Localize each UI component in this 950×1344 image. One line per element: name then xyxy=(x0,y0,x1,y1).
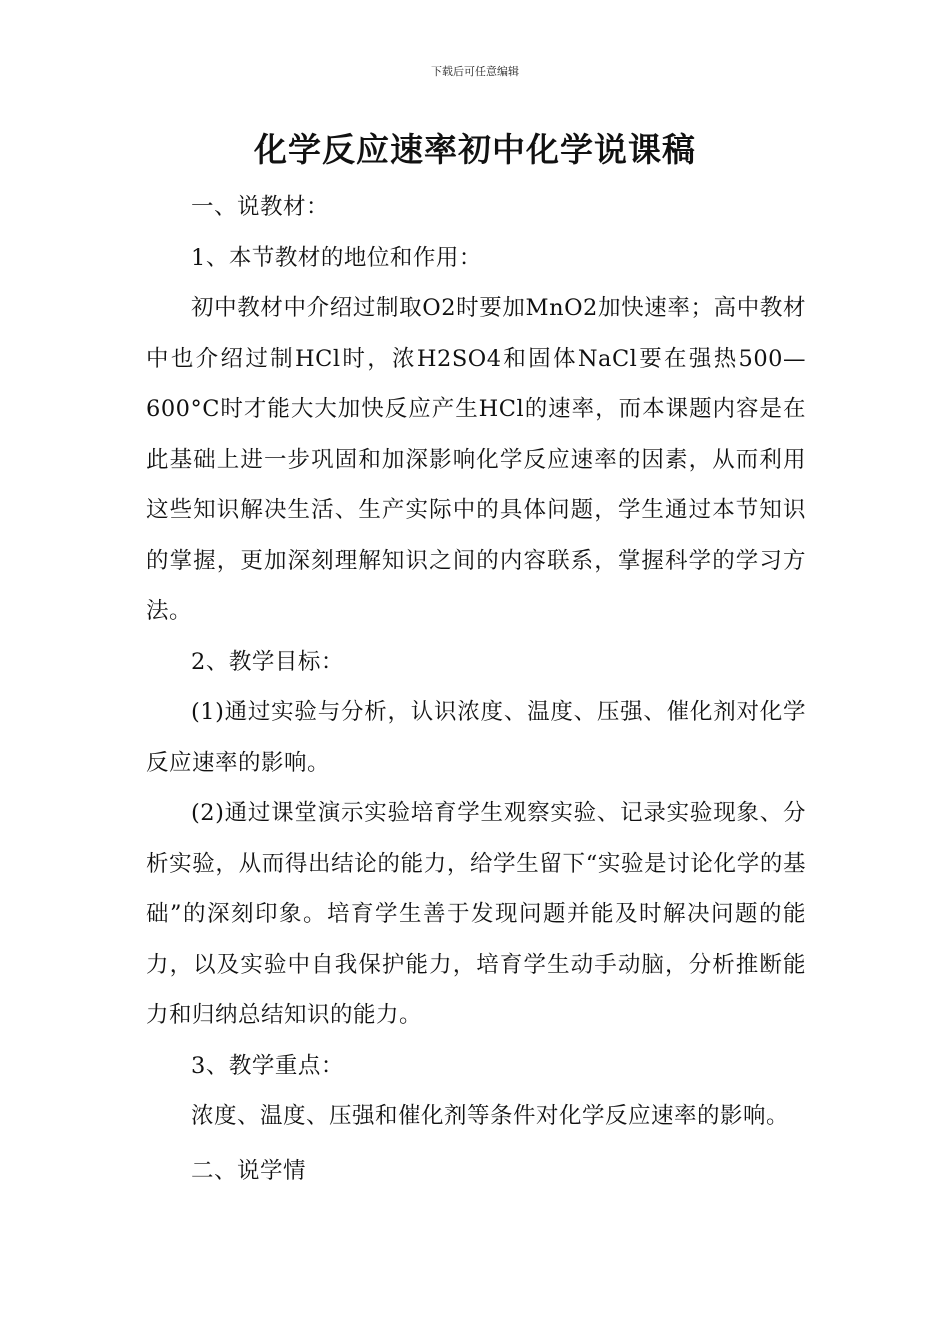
paragraph-goal-2: (2)通过课堂演示实验培育学生观察实验、记录实验现象、分析实验，从而得出结论的能力，给学生留下“实验是讨论化学的基础”的深刻印象。培育学生善于发现问题并能及时解决问题的能力，以及实验中自我保护能力，培育学生动手动脑，分析推断能力和归纳总结知识的能力。 xyxy=(146,800,806,1028)
paragraph-position-role: 初中教材中介绍过制取O2时要加MnO2加快速率；高中教材中也介绍过制HCl时，浓H2SO4和固体NaCl要在强热500—600°C时才能大大加快反应产生HCl的速率，而本课题内容是在此基础上进一步巩固和加深影响化学反应速率的因素，从而利用这些知识解决生活、生产实际中的具体问题，学生通过本节知识的掌握，更加深刻理解知识之间的内容联系，掌握科学的学习方法。 xyxy=(146,295,806,624)
document-body xyxy=(146,182,806,1196)
section-heading-students: 二、说学情 xyxy=(191,1157,307,1184)
subheading-position-role: 1、本节教材的地位和作用： xyxy=(191,244,482,271)
header-note: 下载后可任意编辑 xyxy=(431,65,519,78)
document-title: 化学反应速率初中化学说课稿 xyxy=(254,130,696,169)
paragraph-goal-1: (1)通过实验与分析，认识浓度、温度、压强、催化剂对化学反应速率的影响。 xyxy=(146,699,806,776)
subheading-teaching-focus: 3、教学重点： xyxy=(191,1052,344,1079)
section-heading-textbook: 一、说教材： xyxy=(191,194,330,220)
paragraph-teaching-focus: 浓度、温度、压强和催化剂等条件对化学反应速率的影响。 xyxy=(191,1103,790,1129)
subheading-teaching-goals: 2、教学目标： xyxy=(191,648,344,675)
